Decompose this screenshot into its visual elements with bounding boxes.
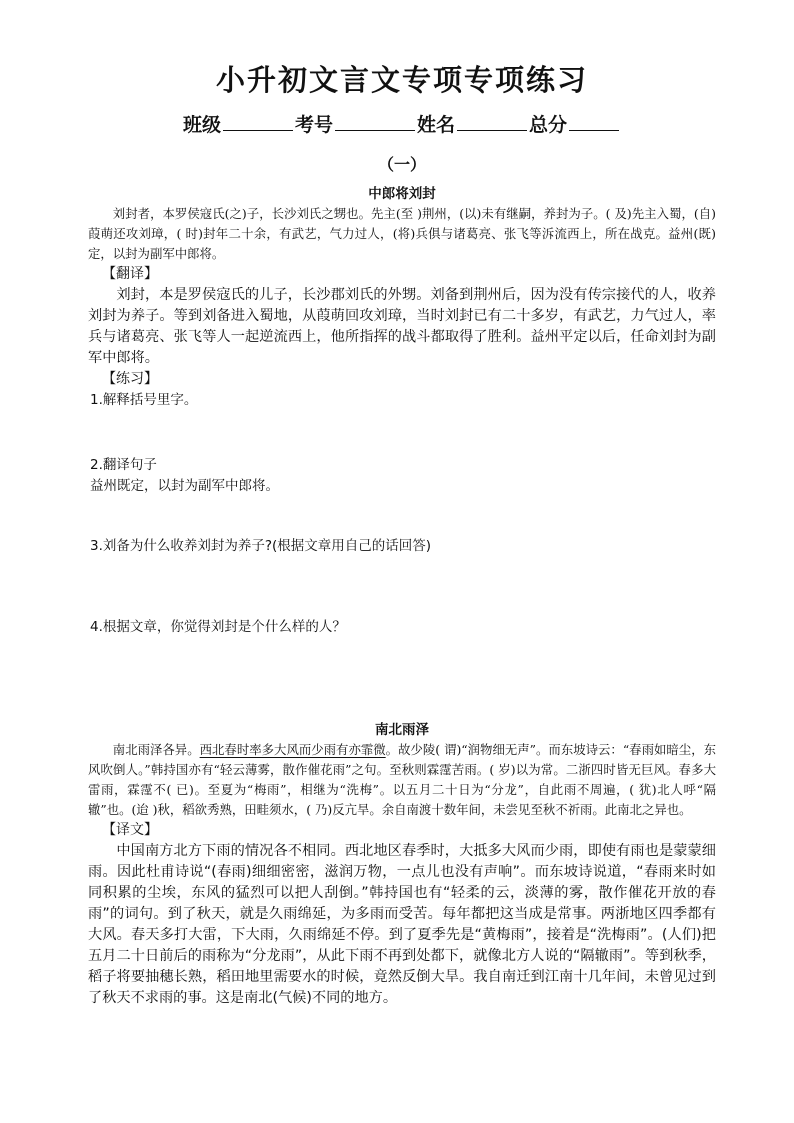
answer-space-3[interactable] <box>88 557 716 617</box>
translation-label: 【翻译】 <box>102 266 158 282</box>
page-title: 小升初文言文专项专项练习 <box>215 63 588 97</box>
answer-space-2[interactable] <box>88 497 716 536</box>
question-2-sentence: 益州既定，以封为副军中郎将。 <box>90 478 279 494</box>
class-blank[interactable] <box>223 112 293 131</box>
class-label: 班级 <box>182 114 221 136</box>
classical-text <box>88 740 716 820</box>
section-title: 中郎将刘封 <box>368 186 436 202</box>
score-label: 总分 <box>529 114 568 136</box>
exercise-label: 【练习】 <box>102 371 158 387</box>
classical-text-start: 南北雨泽各异。 <box>112 742 200 757</box>
exam-no-blank[interactable] <box>335 112 415 131</box>
translation-passage <box>88 841 716 1009</box>
answer-space-1[interactable] <box>88 411 716 455</box>
classical-text-rest: 。故少陵( 谓)“润物细无声”。而东坡诗云：“春雨如暗尘，东风吹倒人。”韩持国亦有“轻云薄雾，散作催花雨”之句。至秋则霖霪苦雨。( 岁)以为常。二浙四时皆无巨风。春多大雷雨，霖霪不( 已)。至夏为“梅雨”，相继为“洗梅”。以五月二十日为“分龙”，自此雨不周遍，( 犹)北人呼“隔辙”也。(迨 )秋，稻欲秀熟，田畦须水，( 乃)反亢旱。余自南渡十数年间，未尝见至秋不祈雨。此南北之异也。 <box>88 742 716 817</box>
part-number: （一） <box>377 155 426 174</box>
translation-text: 中国南方北方下雨的情况各不相同。西北地区春季时，大抵多大风而少雨，即使有雨也是蒙蒙细雨。因此杜甫诗说“(春雨)细细密密，滋润万物，一点儿也没有声响”。而东坡诗说道，“春雨来时如同积累的尘埃，东风的猛烈可以把人刮倒。”韩持国也有“轻柔的云，淡薄的雾，散作催花开放的春雨”的词句。到了秋天，就是久雨绵延，为多雨而受苦。每年都把这当成是常事。两浙地区四季都有大风。春天多打大雷，下大雨，久雨绵延不停。到了夏季先是“黄梅雨”，接着是“洗梅雨”。(人们)把五月二十日前后的雨称为“分龙雨”，从此下雨不再到处都下，就像北方人说的“隔辙雨”。等到秋季，稻子将要抽穗长熟，稻田地里需要水的时候，竟然反倒大旱。我自南迁到江南十几年间，未曾见过到了秋天不求雨的事。这是南北(气候)不同的地方。 <box>88 843 716 1006</box>
answer-space-4[interactable] <box>88 638 716 720</box>
question-2: 2.翻译句子 <box>90 457 157 473</box>
exam-no-label: 考号 <box>294 114 333 136</box>
classical-text: 刘封者，本罗侯寇氏(之)子，长沙刘氏之甥也。先主(至 )荆州，(以)未有继嗣，养封为子。( 及)先主入蜀，(自)葭萌还攻刘璋，( 时)封年二十余，有武艺，气力过人，(将)兵俱与诸葛亮、张飞等泝流西上，所在战克。益州(既)定，以封为副军中郎将。 <box>88 206 716 261</box>
translation-passage <box>88 285 716 369</box>
section-liu-feng <box>88 184 716 720</box>
question-1: 1.解释括号里字。 <box>90 392 198 408</box>
section-north-south-rain <box>88 720 716 1009</box>
student-info-line <box>88 110 716 140</box>
name-label: 姓名 <box>417 114 456 136</box>
section-title: 南北雨泽 <box>375 722 429 738</box>
question-4: 4.根据文章，你觉得刘封是个什么样的人？ <box>90 619 346 635</box>
classical-passage <box>88 204 716 264</box>
translation-label: 【译文】 <box>102 822 158 838</box>
question-3: 3.刘备为什么收养刘封为养子?(根据文章用自己的话回答) <box>90 538 432 554</box>
name-blank[interactable] <box>457 112 527 131</box>
underlined-sentence: 西北春时率多大风而少雨有亦霏微 <box>199 742 386 757</box>
classical-passage <box>88 740 716 820</box>
translation-text: 刘封，本是罗侯寇氏的儿子，长沙郡刘氏的外甥。刘备到荆州后，因为没有传宗接代的人，收养刘封为养子。等到刘备进入蜀地，从葭萌回攻刘璋，当时刘封已有二十多岁，有武艺，力气过人，率兵与诸葛亮、张飞等人一起逆流西上，他所指挥的战斗都取得了胜利。益州平定以后，任命刘封为副军中郎将。 <box>88 287 716 366</box>
score-blank[interactable] <box>569 112 619 131</box>
